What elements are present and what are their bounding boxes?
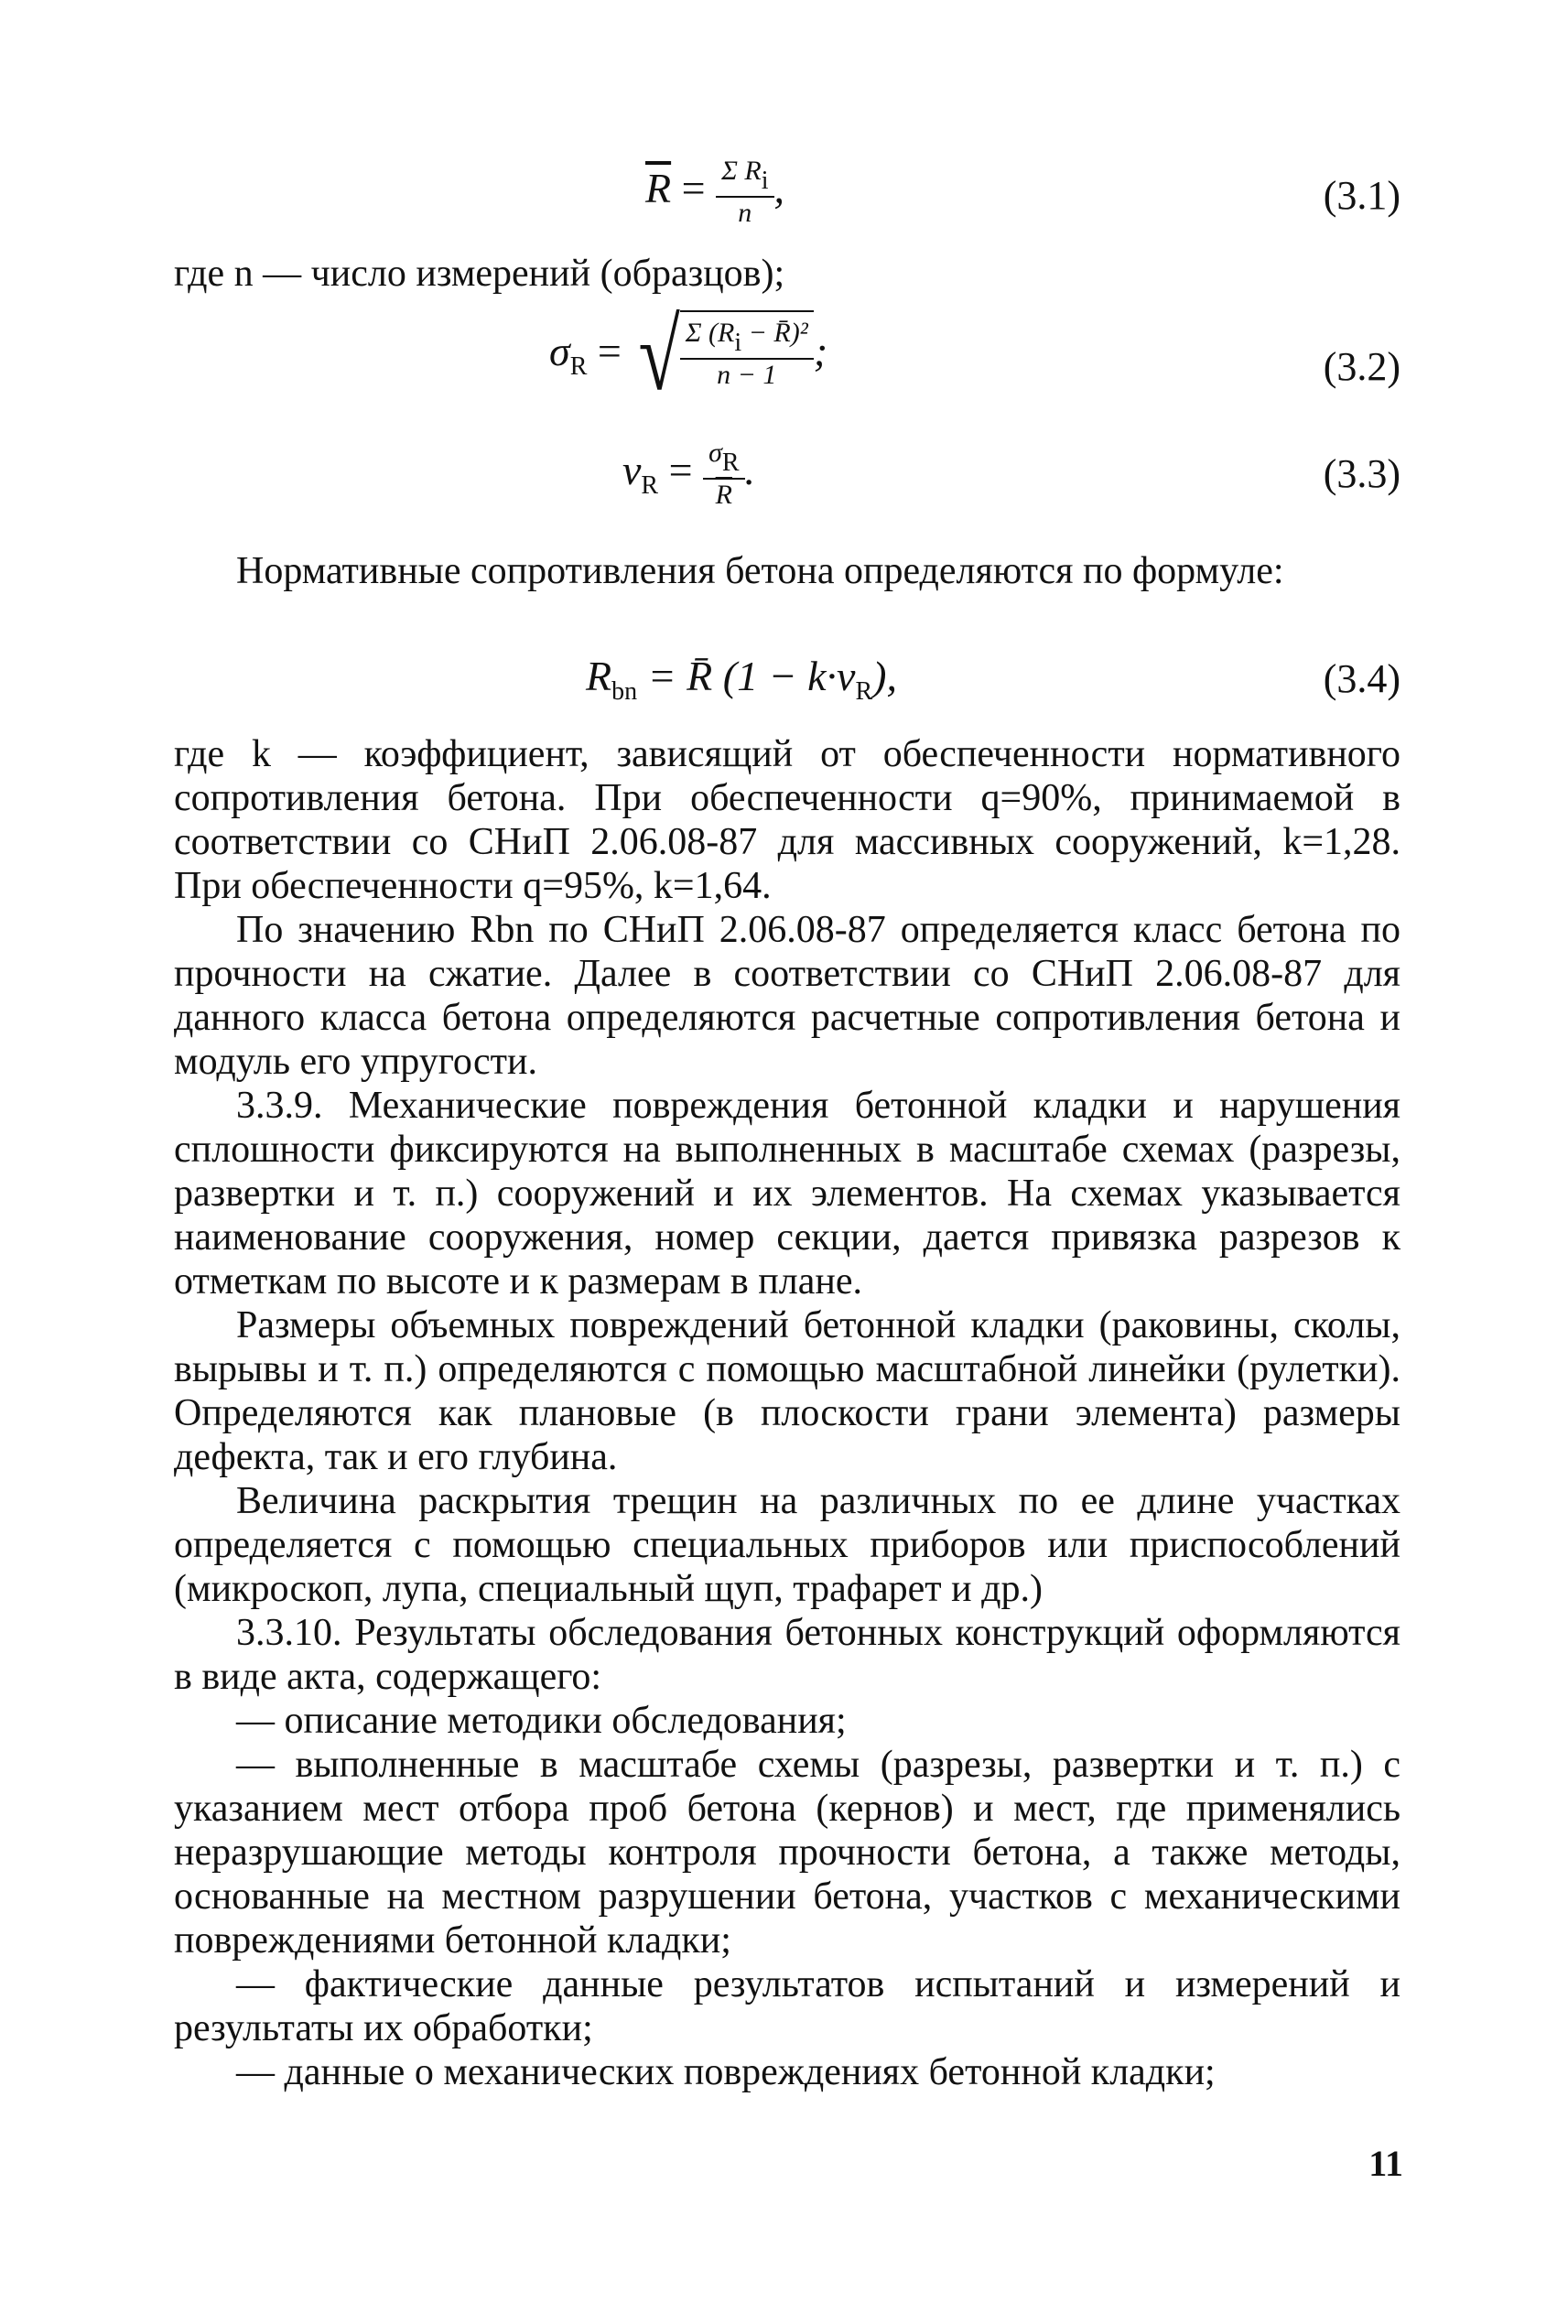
paragraph: По значению Rbn по СНиП 2.06.08-87 определяется класс бетона по прочности на сжатие. Далее в соответствии со СНиП 2.06.08-87 для данного класса бетона определяются расчетные сопротивления бетона и модуль его упругости. xyxy=(174,909,1400,1083)
equation-punct: . xyxy=(744,446,756,493)
page-number: 11 xyxy=(1368,2143,1403,2184)
list-item: — данные о механических повреждениях бетонной кладки; xyxy=(236,2051,1216,2093)
equation-3-4 xyxy=(174,641,1400,741)
equation-body: $\overline{R}$ = $\frac{\text{Σ Ri}}{n}$ , xyxy=(645,156,784,229)
paragraph: Величина раскрытия трещин на различных по ее длине участках определяется с помощью специальных приборов или приспособлений (микроскоп, лупа, специальный щуп, трафарет и др.) xyxy=(174,1480,1400,1610)
equation-body: $\sigma_R$ = √ $\frac{\text{Σ (Ri − R̄)²}}{n - 1}$ ; xyxy=(549,299,828,411)
numerator-subscript: i xyxy=(734,329,742,357)
lhs-subscript: R xyxy=(641,470,659,500)
radical-sign: √ xyxy=(638,299,681,411)
fraction-numerator: Σ (R xyxy=(685,318,735,348)
equation-number: (3.2) xyxy=(1323,344,1400,389)
paragraph: где n — число измерений (образцов); xyxy=(174,253,785,295)
equation-punct: ; xyxy=(813,328,828,375)
equation-body xyxy=(586,652,897,707)
fraction-denominator: n xyxy=(738,198,752,229)
numerator-tail: − R̄)² xyxy=(741,318,808,348)
fraction-denominator: n − 1 xyxy=(717,360,777,391)
equation-3-1 xyxy=(174,146,1400,247)
list-item: — описание методики обследования; xyxy=(236,1700,847,1742)
fraction xyxy=(680,318,814,392)
numerator-subscript: R xyxy=(721,449,740,477)
list-item: — выполненные в масштабе схемы (разрезы, развертки и т. п.) с указанием мест отбора проб бетона (кернов) и мест, где применялись неразрушающие методы контроля прочности бетона, а также методы, основанные на местном разрушении бетона, участков с механическими повреждениями бетонной кладки; xyxy=(174,1744,1400,1962)
paragraph: 3.3.9. Механические повреждения бетонной кладки и нарушения сплошности фиксируются на выполненных в масштабе схемах (разрезы, развертки и т. п.) сооружений и их элементов. На схемах указывается наименование сооружения, номер секции, дается привязка разрезов к отметкам по высоте и к размерам в плане. xyxy=(174,1085,1400,1303)
equation-body: $v_R$ = $\frac{\sigma R}{R}$ . xyxy=(622,438,756,511)
square-root xyxy=(632,299,813,411)
fraction xyxy=(716,156,773,230)
fraction-numerator: σ xyxy=(708,438,722,468)
equation-punct: , xyxy=(773,164,784,211)
equation-number: (3.3) xyxy=(1323,451,1400,496)
text-body-main xyxy=(174,732,1400,2094)
paragraph: где k — коэффициент, зависящий от обеспеченности нормативного сопротивления бетона. При обеспеченности q=90%, принимаемой в соответствии со СНиП 2.06.08-87 для массивных сооружений, k=1,28. При обеспеченности q=95%, k=1,64. xyxy=(174,733,1400,907)
equation-3-3 xyxy=(174,430,1400,531)
equation-lhs: σ xyxy=(549,328,570,375)
equation-3-2 xyxy=(174,299,1400,426)
list-item: — фактические данные результатов испытаний и измерений и результаты их обработки; xyxy=(174,1963,1400,2049)
equation-rhs: = R̄ (1 − k·v xyxy=(637,653,856,699)
paragraph: 3.3.10. Результаты обследования бетонных конструкций оформляются в виде акта, содержащего: xyxy=(174,1612,1400,1698)
paragraph: Размеры объемных повреждений бетонной кладки (раковины, сколы, вырывы и т. п.) определяются с помощью масштабной линейки (рулетки). Определяются как плановые (в плоскости грани элемента) размеры дефекта, так и его глубина. xyxy=(174,1304,1400,1478)
text-normative xyxy=(174,549,1400,593)
lhs-subscript: bn xyxy=(611,677,638,706)
fraction-denominator: R xyxy=(715,480,732,511)
fraction-numerator: Σ R xyxy=(721,156,762,186)
paragraph: Нормативные сопротивления бетона определяются по формуле: xyxy=(236,550,1284,592)
equation-lhs: R xyxy=(586,653,612,699)
rhs-subscript: R xyxy=(855,677,873,706)
equation-lhs: v xyxy=(622,446,642,493)
text-eq1-note xyxy=(174,252,1400,296)
equation-number: (3.4) xyxy=(1323,656,1400,701)
fraction xyxy=(703,438,744,512)
numerator-subscript: i xyxy=(761,167,769,195)
lhs-subscript: R xyxy=(569,352,588,382)
equation-lhs: $\overline{R}$ xyxy=(645,164,672,211)
equation-punct: ), xyxy=(872,653,897,699)
equation-number: (3.1) xyxy=(1323,173,1400,218)
